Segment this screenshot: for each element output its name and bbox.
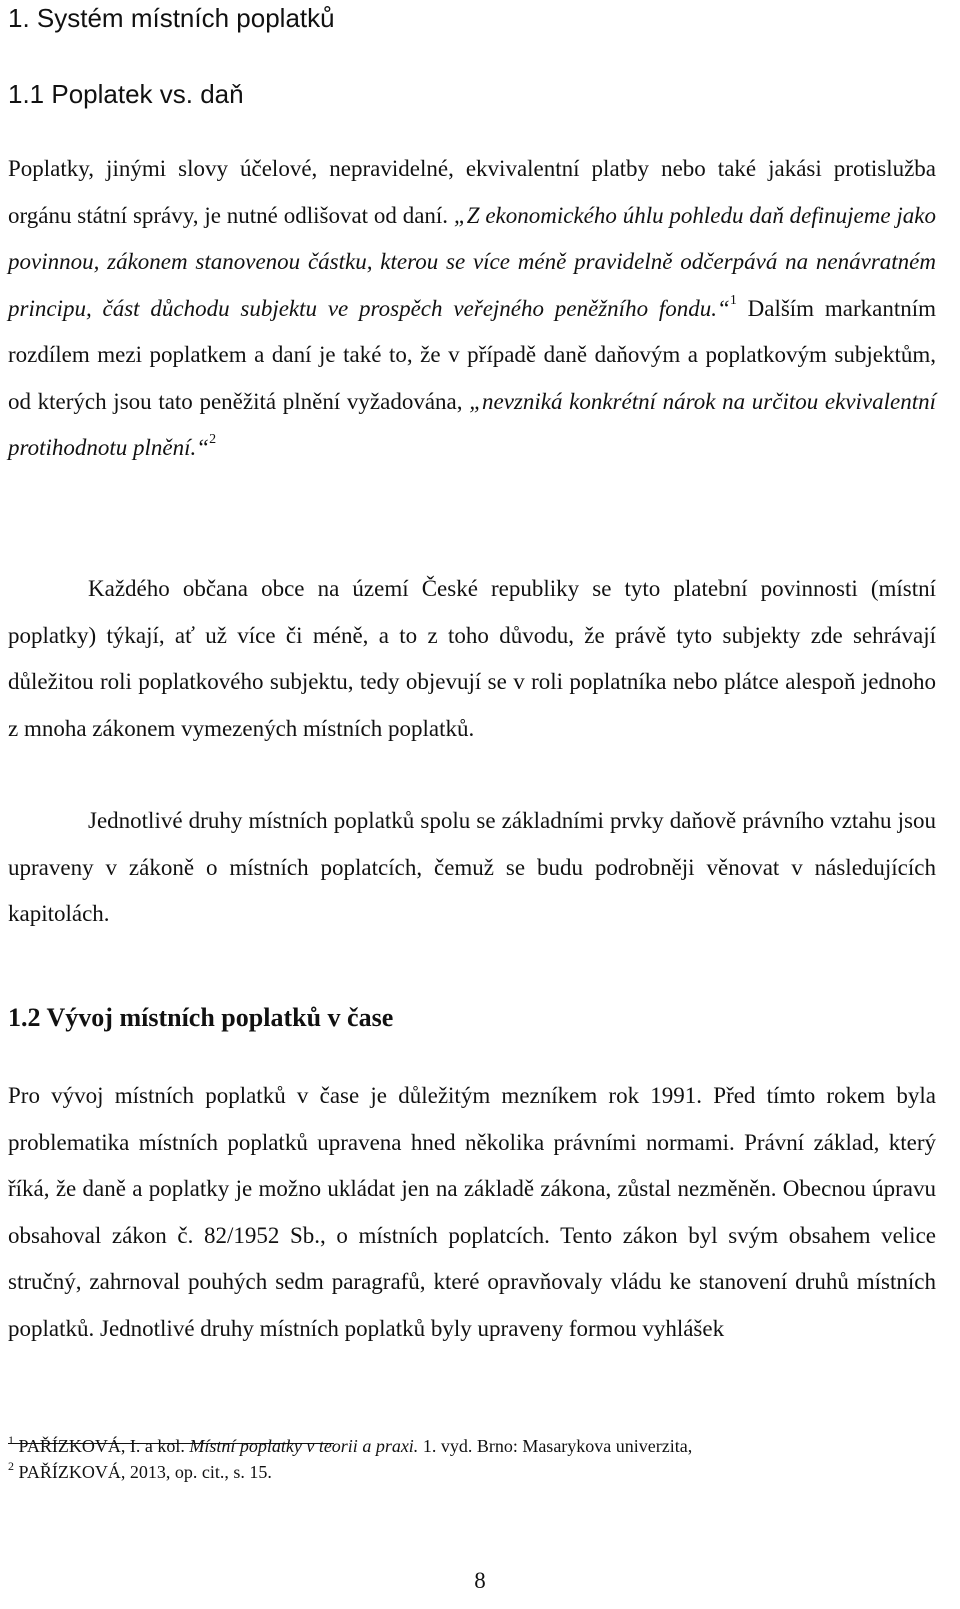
- footnote-1-number: 1: [8, 1433, 14, 1447]
- footnote-2-text: PAŘÍZKOVÁ, 2013, op. cit., s. 15.: [18, 1462, 272, 1482]
- section-title: Vývoj místních poplatků v čase: [46, 1003, 394, 1032]
- footnote-ref-2: 2: [209, 432, 217, 447]
- footnote-1-publisher: 1. vyd. Brno: Masarykova univerzita,: [418, 1436, 693, 1456]
- section-number: 1.2: [8, 1003, 41, 1032]
- chapter-heading: 1. Systém místních poplatků: [8, 3, 335, 33]
- section-heading-1-1: 1.1 Poplatek vs. daň: [8, 79, 244, 109]
- paragraph-3: Každého občana obce na území České republiky se tyto platební povinnosti (místní poplatky) týkají, ať už více či méně, a to z toho důvodu, že právě tyto subjekty zde sehrávají důležitou roli poplatkového subjektu, tedy objevují se v roli poplatníka nebo plátce alespoň jednoho z mnoha zákonem vymezených místních poplatků.: [8, 576, 936, 741]
- footnote-ref-1: 1: [729, 292, 737, 308]
- paragraph-2-text: Dalším markantním rozdílem mezi poplatkem a daní je také to, že v případě daně daňovým a poplatkovým subjektům, od kterých jsou tato peněžitá plnění vyžadována,: [8, 295, 937, 414]
- paragraph-4: Jednotlivé druhy místních poplatků spolu se základními prvky daňově právního vztahu jsou upraveny v zákoně o místních poplatcích, čemuž se budu podrobněji věnovat v následujících kapitolách.: [8, 808, 936, 926]
- section-heading-1-2: [8, 1002, 936, 1034]
- footnote-2-number: 2: [8, 1459, 14, 1473]
- paragraph-1-text: Poplatky, jinými slovy účelové, nepravidelné, ekvivalentní platby nebo také jakási protislužba orgánu státní správy, je nutné odlišovat od daní.: [8, 156, 936, 228]
- footnote-1-title: Místní poplatky v teorii a praxi.: [189, 1436, 419, 1456]
- footnote-2: [8, 1459, 948, 1485]
- paragraph-5: Pro vývoj místních poplatků v čase je důležitým mezníkem rok 1991. Před tímto rokem byla problematika místních poplatků upravena hned několika právními normami. Právní základ, který říká, že daně a poplatky je možno ukládat jen na základě zákona, zůstal nezměněn. Obecnou úpravu obsahoval zákon č. 82/1952 Sb., o místních poplatcích. Tento zákon byl svým obsahem velice stručný, zahrnoval pouhých sedm paragrafů, které opravňovaly vládu ke stanovení druhů místních poplatků. Jednotlivé druhy místních poplatků byly upraveny formou vyhlášek: [8, 1083, 936, 1341]
- page-number: 8: [474, 1568, 486, 1593]
- quote-2: „nevzniká konkrétní nárok na určitou ekvivalentní protihodnotu plnění.“: [8, 388, 937, 460]
- footnote-1: [8, 1433, 948, 1459]
- paragraph-1: [8, 146, 936, 472]
- footnote-1-author: PAŘÍZKOVÁ, I. a kol.: [18, 1436, 190, 1456]
- quote-1: „Z ekonomického úhlu pohledu daň definujeme jako povinnou, zákonem stanovenou částku, kterou se více méně pravidelně odčerpává na nenávratném principu, část důchodu subjektu ve prospěch veřejného peněžního fondu.“: [8, 202, 937, 321]
